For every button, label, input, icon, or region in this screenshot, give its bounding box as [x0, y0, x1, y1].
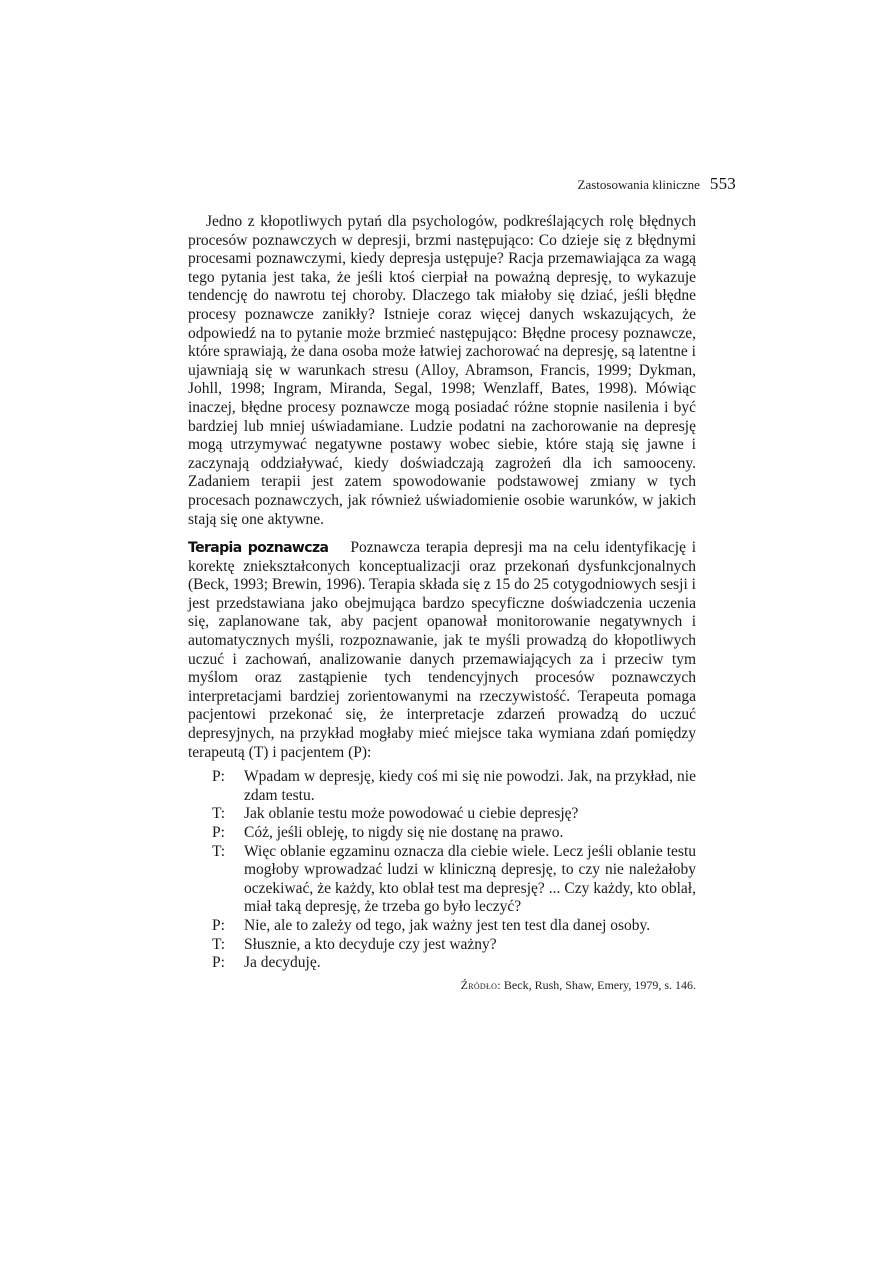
speaker-label: T: [212, 935, 226, 953]
dialogue-line [212, 843, 696, 917]
paragraph-2-text: Poznawcza terapia depresji ma na celu identyfikację i korektę zniekształconych konceptualizacji oraz przekonań dysfunkcjonalnych (Beck, 1993; Brewin, 1996). Terapia składa się z 15 do 25 cotygodniowych sesji i jest przedstawiana jako obejmująca bardzo specyficzne doświadczenia uczenia się, zaplanowane tak, aby pacjent opanował monitorowanie negatywnych i automatycznych myśli, rozpoznawanie, jak te myśli prowadzą do kłopotliwych uczuć i zachowań, analizowanie danych przemawiających za i przeciw tym myślom oraz zastąpienie tych tendencyjnych procesów poznawczych interpretacjami bardziej zorientowanymi na rzeczywistość. Terapeuta pomaga pacjentowi przekonać się, że interpretacje zdarzeń prowadzą do uczuć depresyjnych, na przykład mogłaby mieć miejsce taka wymiana zdań pomiędzy terapeutą (T) i pacjentem (P): [188, 539, 696, 761]
speaker-label: P: [212, 824, 225, 841]
dialogue-line [212, 824, 696, 843]
utterance: Więc oblanie egzaminu oznacza dla ciebie wiele. Lecz jeśli oblanie testu mogłoby wprowadzać ludzi w kliniczną depresję, to czy nie należałoby oczekiwać, że każdy, kto oblał test ma depresję? ... Czy każdy, kto oblał, miał taką depresję, że trzeba go było leczyć? [244, 842, 696, 916]
speaker-label: T: [212, 842, 226, 860]
source-label: Źródło: [460, 977, 501, 992]
source-citation [188, 977, 696, 993]
dialogue-line [212, 936, 696, 955]
utterance: Ja decyduję. [244, 954, 321, 972]
section-heading: Terapia poznawcza [188, 540, 329, 557]
paragraph-2 [188, 539, 696, 762]
dialogue-line [212, 768, 696, 805]
speaker-label: P: [212, 954, 225, 972]
utterance: Jak oblanie testu może powodować u ciebie depresję? [244, 805, 579, 823]
dialogue-line [212, 917, 696, 936]
dialogue-line [212, 954, 696, 973]
running-header [188, 174, 736, 195]
page-number: 553 [709, 174, 736, 193]
utterance: Wpadam w depresję, kiedy coś mi się nie powodzi. Jak, na przykład, nie zdam testu. [244, 768, 696, 804]
source-text: Beck, Rush, Shaw, Emery, 1979, s. 146. [503, 977, 696, 992]
utterance: Cóż, jeśli obleję, to nigdy się nie dostanę na prawo. [244, 824, 564, 841]
utterance: Słusznie, a kto decyduje czy jest ważny? [244, 935, 497, 953]
speaker-label: T: [212, 805, 226, 823]
speaker-label: P: [212, 916, 225, 934]
running-title: Zastosowania kliniczne [577, 177, 700, 192]
dialogue-line [212, 805, 696, 824]
paragraph-1: Jedno z kłopotliwych pytań dla psychologów, podkreślających rolę błędnych procesów poznawczych w depresji, brzmi następująco: Co dzieje się z błędnymi procesami poznawczymi, kiedy depresja ustępuje? Racja przemawiająca za wagą tego pytania jest taka, że jeśli ktoś cierpiał na poważną depresję, to wykazuje tendencję do nawrotu tej choroby. Dlaczego tak miałoby się dziać, jeśli błędne procesy poznawcze zanikły? Istnieje coraz więcej danych wskazujących, że odpowiedź na to pytanie może brzmieć następująco: Błędne procesy poznawcze, które sprawiają, że dana osoba może łatwiej zachorować na depresję, są latentne i ujawniają się w warunkach stresu (Alloy, Abramson, Francis, 1999; Dykman, Johll, 1998; Ingram, Miranda, Segal, 1998; Wenzlaff, Bates, 1998). Mówiąc inaczej, błędne procesy poznawcze mogą posiadać różne stopnie nasilenia i być bardziej lub mniej uświadamiane. Ludzie podatni na zachorowanie na depresję mogą utrzymywać negatywne postawy wobec siebie, które stają się jawne i zaczynają oddziaływać, kiedy doświadczają zagrożeń dla ich samooceny. Zadaniem terapii jest zatem spowodowanie podstawowej zmiany w tych procesach poznawczych, jak również uświadomienie osobie warunków, w jakich stają się one aktywne. [188, 213, 696, 528]
main-text [188, 213, 696, 993]
dialogue-block [188, 768, 696, 973]
utterance: Nie, ale to zależy od tego, jak ważny jest ten test dla danej osoby. [244, 916, 651, 934]
speaker-label: P: [212, 768, 225, 786]
